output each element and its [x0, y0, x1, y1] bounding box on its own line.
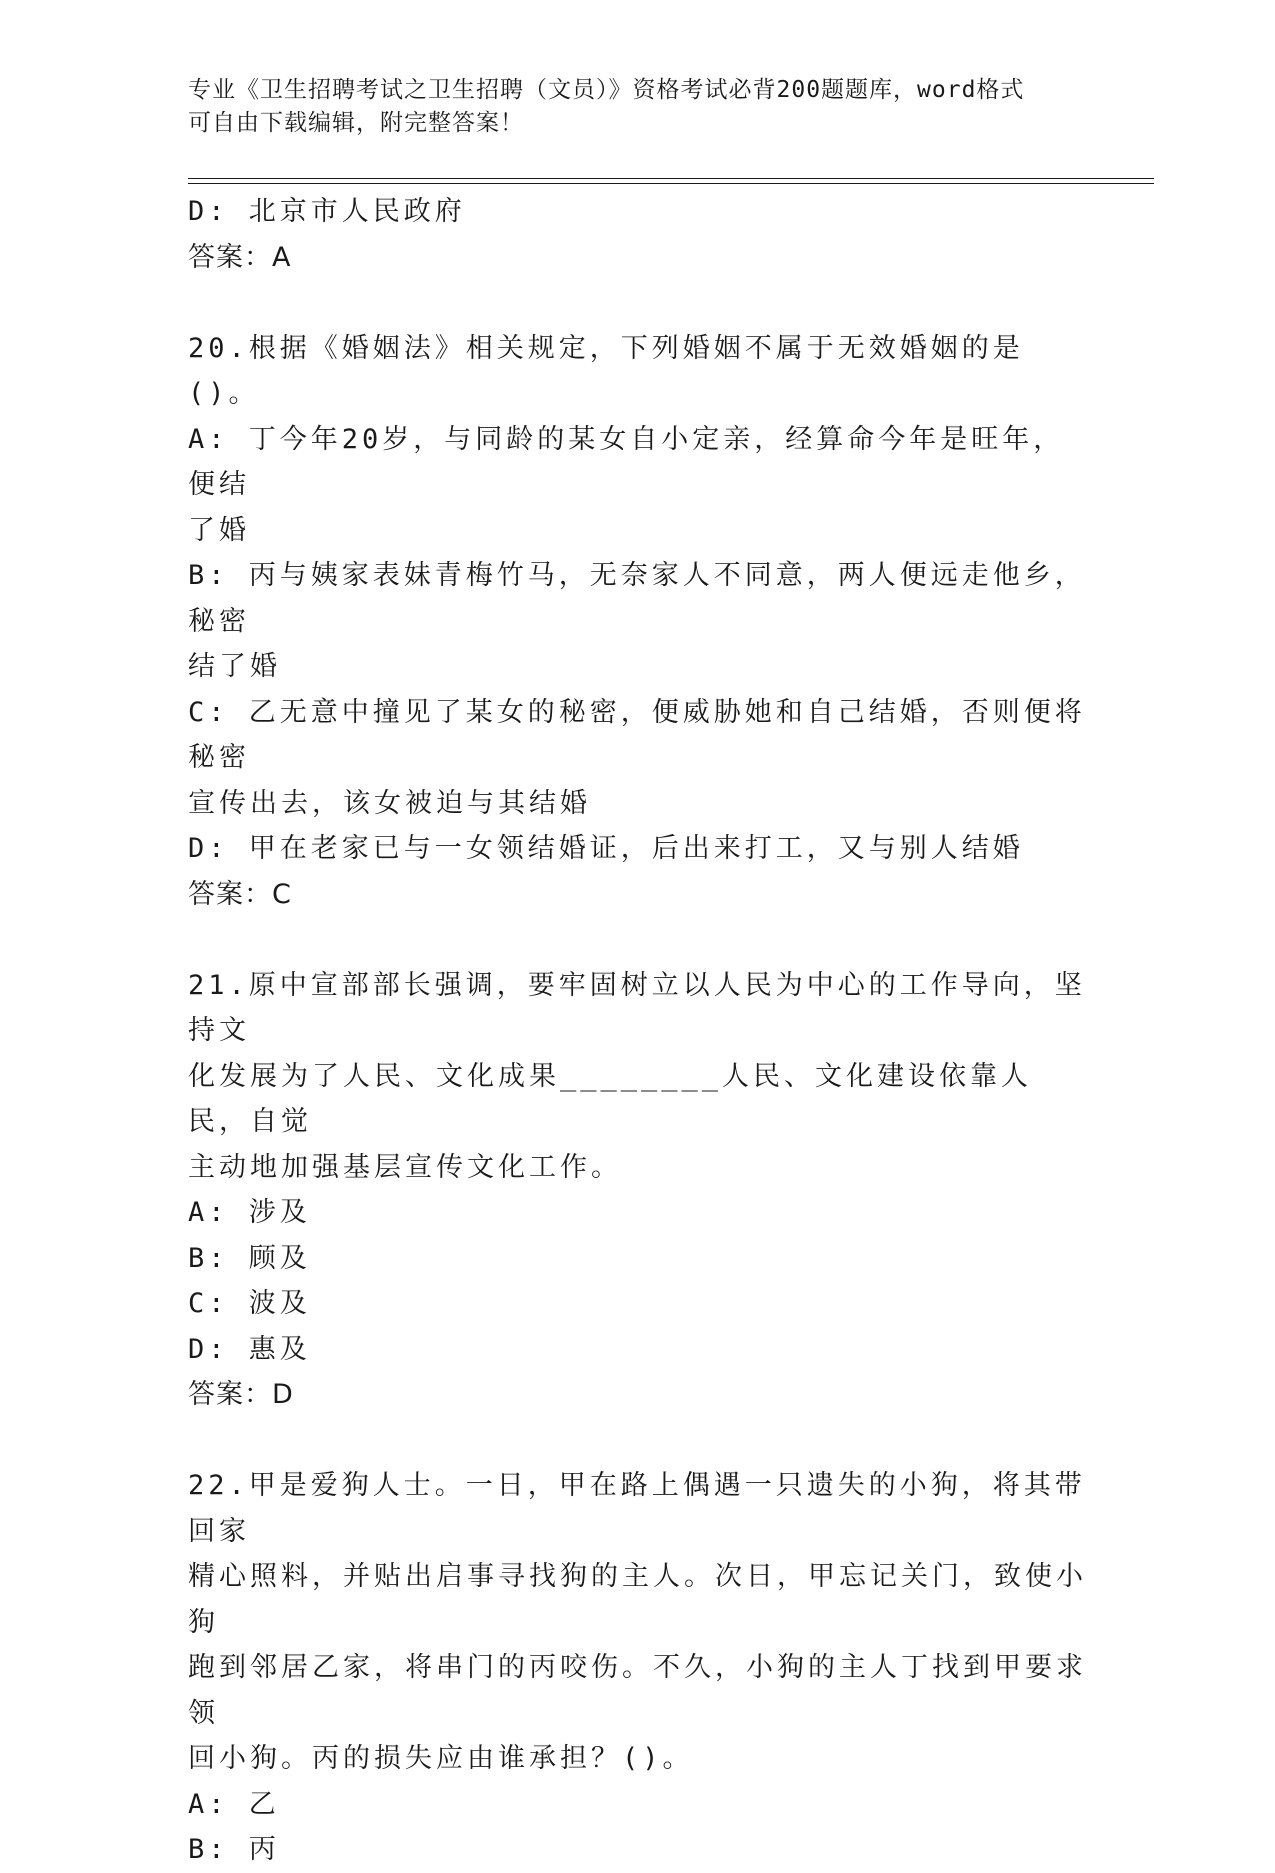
option-c: C: 波及	[188, 1288, 311, 1319]
answer-line: 答案：D	[188, 1379, 294, 1410]
spacer	[188, 917, 1088, 963]
spacer	[188, 280, 1088, 326]
option-a: A: 乙	[188, 1788, 280, 1820]
document-body	[188, 189, 1088, 1873]
option-d: D: 惠及	[188, 1333, 311, 1365]
header-line-1: 专业《卫生招聘考试之卫生招聘（文员）》资格考试必背200题题库，word格式	[188, 77, 1025, 103]
question-stem: 21.原中宣部部长强调，要牢固树立以人民为中心的工作导向，坚持文	[188, 969, 1086, 1046]
option-a: A: 涉及	[188, 1197, 311, 1228]
question-19-tail	[188, 189, 1088, 280]
question-20	[188, 326, 1088, 918]
answer-line: 答案：A	[188, 241, 292, 273]
question-stem-continued: 化发展为了人民、文化成果________人民、文化建设依靠人民，自觉	[188, 1060, 1033, 1137]
option-b-continued: 结了婚	[188, 651, 281, 682]
option-d: D: 北京市人民政府	[188, 196, 466, 227]
header-divider-top	[188, 178, 1154, 179]
question-stem-continued: 精心照料，并贴出启事寻找狗的主人。次日，甲忘记关门，致使小狗	[188, 1561, 1087, 1638]
header-line-2: 可自由下载编辑，附完整答案！	[188, 110, 524, 136]
question-stem-continued: 回小狗。丙的损失应由谁承担？()。	[188, 1743, 694, 1774]
question-stem: 22.甲是爱狗人士。一日，甲在路上偶遇一只遗失的小狗，将其带回家	[188, 1470, 1086, 1547]
header-divider-bottom	[188, 183, 1154, 184]
option-b: B: 顾及	[188, 1242, 311, 1274]
option-b: B: 丙与姨家表妹青梅竹马，无奈家人不同意，两人便远走他乡，秘密	[188, 560, 1086, 637]
option-c-continued: 宣传出去，该女被迫与其结婚	[188, 787, 591, 819]
question-21	[188, 963, 1088, 1418]
answer-line: 答案：C	[188, 878, 292, 910]
spacer	[188, 1418, 1088, 1464]
page-header	[188, 74, 1068, 140]
question-22	[188, 1463, 1088, 1873]
question-stem: 20.根据《婚姻法》相关规定，下列婚姻不属于无效婚姻的是()。	[188, 332, 1024, 409]
option-b: B: 丙	[188, 1834, 280, 1865]
option-c: C: 乙无意中撞见了某女的秘密，便威胁她和自己结婚，否则便将秘密	[188, 696, 1086, 773]
option-d: D: 甲在老家已与一女领结婚证，后出来打工，又与别人结婚	[188, 833, 1024, 864]
question-stem-continued: 跑到邻居乙家，将串门的丙咬伤。不久，小狗的主人丁找到甲要求领	[188, 1652, 1087, 1729]
option-a-continued: 了婚	[188, 514, 250, 546]
option-a: A: 丁今年20岁，与同龄的某女自小定亲，经算命今年是旺年，便结	[188, 423, 1065, 500]
question-stem-continued: 主动地加强基层宣传文化工作。	[188, 1151, 622, 1183]
